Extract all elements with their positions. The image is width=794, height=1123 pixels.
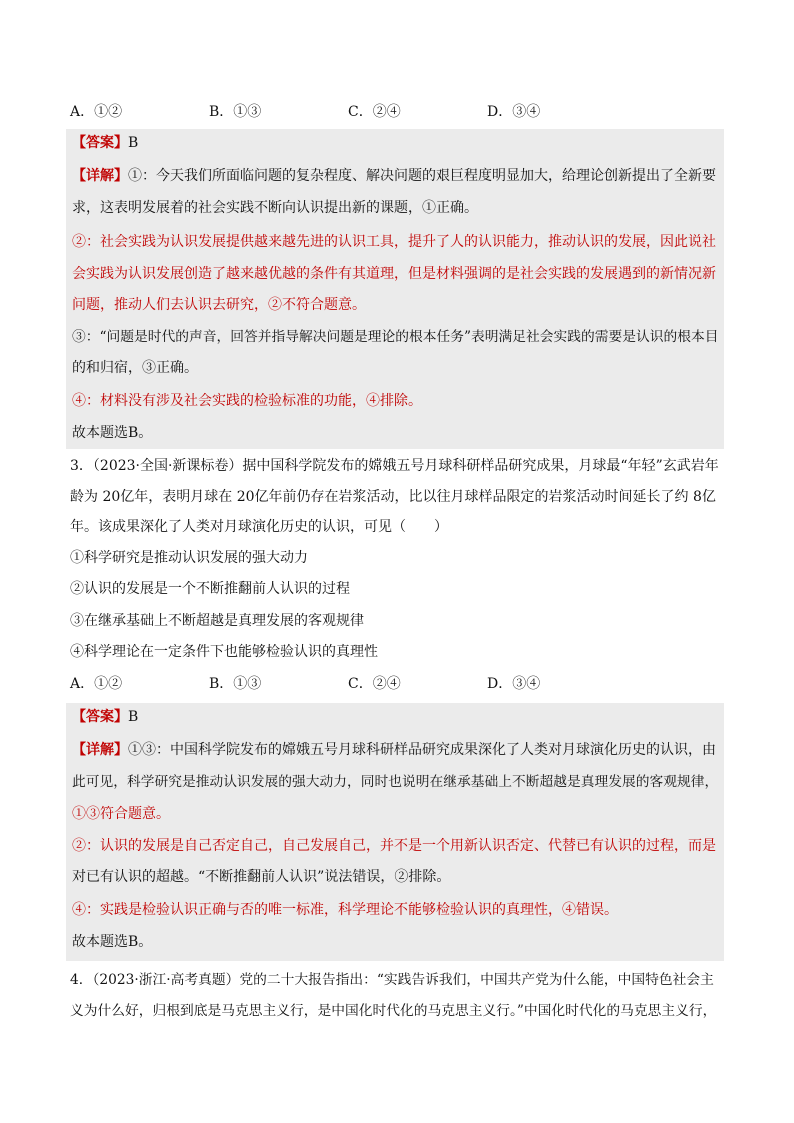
- q2-red-line-2: 会实践为认识发展创造了越来越优越的条件有其道理，但是材料强调的是社会实践的发展遇到的新情况新: [72, 266, 716, 282]
- q3-detail-line-1: 【详解】①③：中国科学院发布的嫦娥五号月球科研样品研究成果深化了人类对月球演化历史的认识，由: [72, 742, 716, 758]
- q3-answer-line: [72, 707, 138, 727]
- q3-detail-line-3: ①③符合题意。: [72, 806, 170, 822]
- q3-conclusion: 故本题选B。: [72, 934, 153, 950]
- q2-red-line-3: 问题，推动人们去认识去研究，②不符合题意。: [72, 297, 366, 313]
- q2-red-line-1: ②：社会实践为认识发展提供越来越先进的认识工具，提升了人的认识能力，推动认识的发展，因此说社: [72, 234, 716, 250]
- q3-red-line-1: ②：认识的发展是自己否定自己，自己发展自己，并不是一个用新认识否定、代替已有认识的过程，而是: [72, 838, 716, 854]
- q3-answer-tag: 【答案】: [72, 709, 128, 725]
- q2-option-d: D．③④: [487, 104, 541, 120]
- q3-statement-4: ④科学理论在一定条件下也能够检验认识的真理性: [70, 644, 378, 660]
- q3-stem-line-2: 龄为 20亿年，表明月球在 20亿年前仍存在岩浆活动，比以往月球样品限定的岩浆活动时间延长了约 8亿: [70, 489, 716, 505]
- q3-option-c: C．②④: [348, 676, 401, 692]
- q2-detail-line-1: 【详解】①：今天我们所面临问题的复杂程度、解决问题的艰巨程度明显加大，给理论创新提出了全新要: [72, 168, 716, 184]
- q3-answer-value: B: [128, 709, 139, 725]
- q3-options: [70, 674, 626, 694]
- q2-option-c: C．②④: [348, 104, 401, 120]
- q3-option-a: A．①②: [70, 676, 123, 692]
- q2-options: [70, 102, 626, 122]
- q2-answer-box: [66, 129, 724, 449]
- q4-stem-line-2: 义为什么好，归根到底是马克思主义行，是中国化时代化的马克思主义行。”中国化时代化的马克思主义行，: [70, 1003, 717, 1019]
- q3-option-d: D．③④: [487, 676, 541, 692]
- q2-answer-tag: 【答案】: [72, 135, 128, 151]
- q2-red-last: ④：材料没有涉及社会实践的检验标准的功能，④排除。: [72, 393, 422, 409]
- q3-statement-1: ①科学研究是推动认识发展的强大动力: [70, 550, 308, 566]
- q2-answer-value: B: [128, 135, 139, 151]
- q3-option-b: B．①③: [209, 676, 262, 692]
- q3-stem-line-3: 年。该成果深化了人类对月球演化历史的认识，可见（ ）: [70, 519, 448, 535]
- q3-answer-box: [66, 703, 724, 961]
- q3-red-line-2: 对已有认识的超越。“不断推翻前人认识”说法错误，②排除。: [72, 869, 451, 885]
- q2-conclusion: 故本题选B。: [72, 425, 153, 441]
- q2-answer-line: [72, 133, 138, 153]
- q3-stem-line-1: 3．（2023·全国·新课标卷）据中国科学院发布的嫦娥五号月球科研样品研究成果，月球最“年轻”玄武岩年: [70, 458, 719, 474]
- q2-detail-line-2: 求，这表明发展着的社会实践不断向认识提出新的课题，①正确。: [72, 200, 478, 216]
- q2-option-b: B．①③: [209, 104, 262, 120]
- q4-stem-line-1: 4．（2023·浙江·高考真题）党的二十大报告指出：“实践告诉我们，中国共产党为什么能，中国特色社会主: [70, 972, 714, 988]
- q3-detail-tag: 【详解】: [72, 742, 128, 758]
- q3-detail-line-2: 此可见，科学研究是推动认识发展的强大动力，同时也说明在继承基础上不断超越是真理发展的客观规律，: [72, 774, 719, 790]
- q2-dark-line-2: 的和归宿，③正确。: [72, 360, 198, 376]
- q2-dark-line-1: ③：“问题是时代的声音，回答并指导解决问题是理论的根本任务”表明满足社会实践的需要是认识的根本目: [72, 329, 719, 345]
- q3-statement-3: ③在继承基础上不断超越是真理发展的客观规律: [70, 613, 364, 629]
- q3-red-last: ④：实践是检验认识正确与否的唯一标准，科学理论不能够检验认识的真理性，④错误。: [72, 902, 618, 918]
- q3-statement-2: ②认识的发展是一个不断推翻前人认识的过程: [70, 581, 350, 597]
- q2-detail-tag: 【详解】: [72, 168, 128, 184]
- q2-option-a: A．①②: [70, 104, 123, 120]
